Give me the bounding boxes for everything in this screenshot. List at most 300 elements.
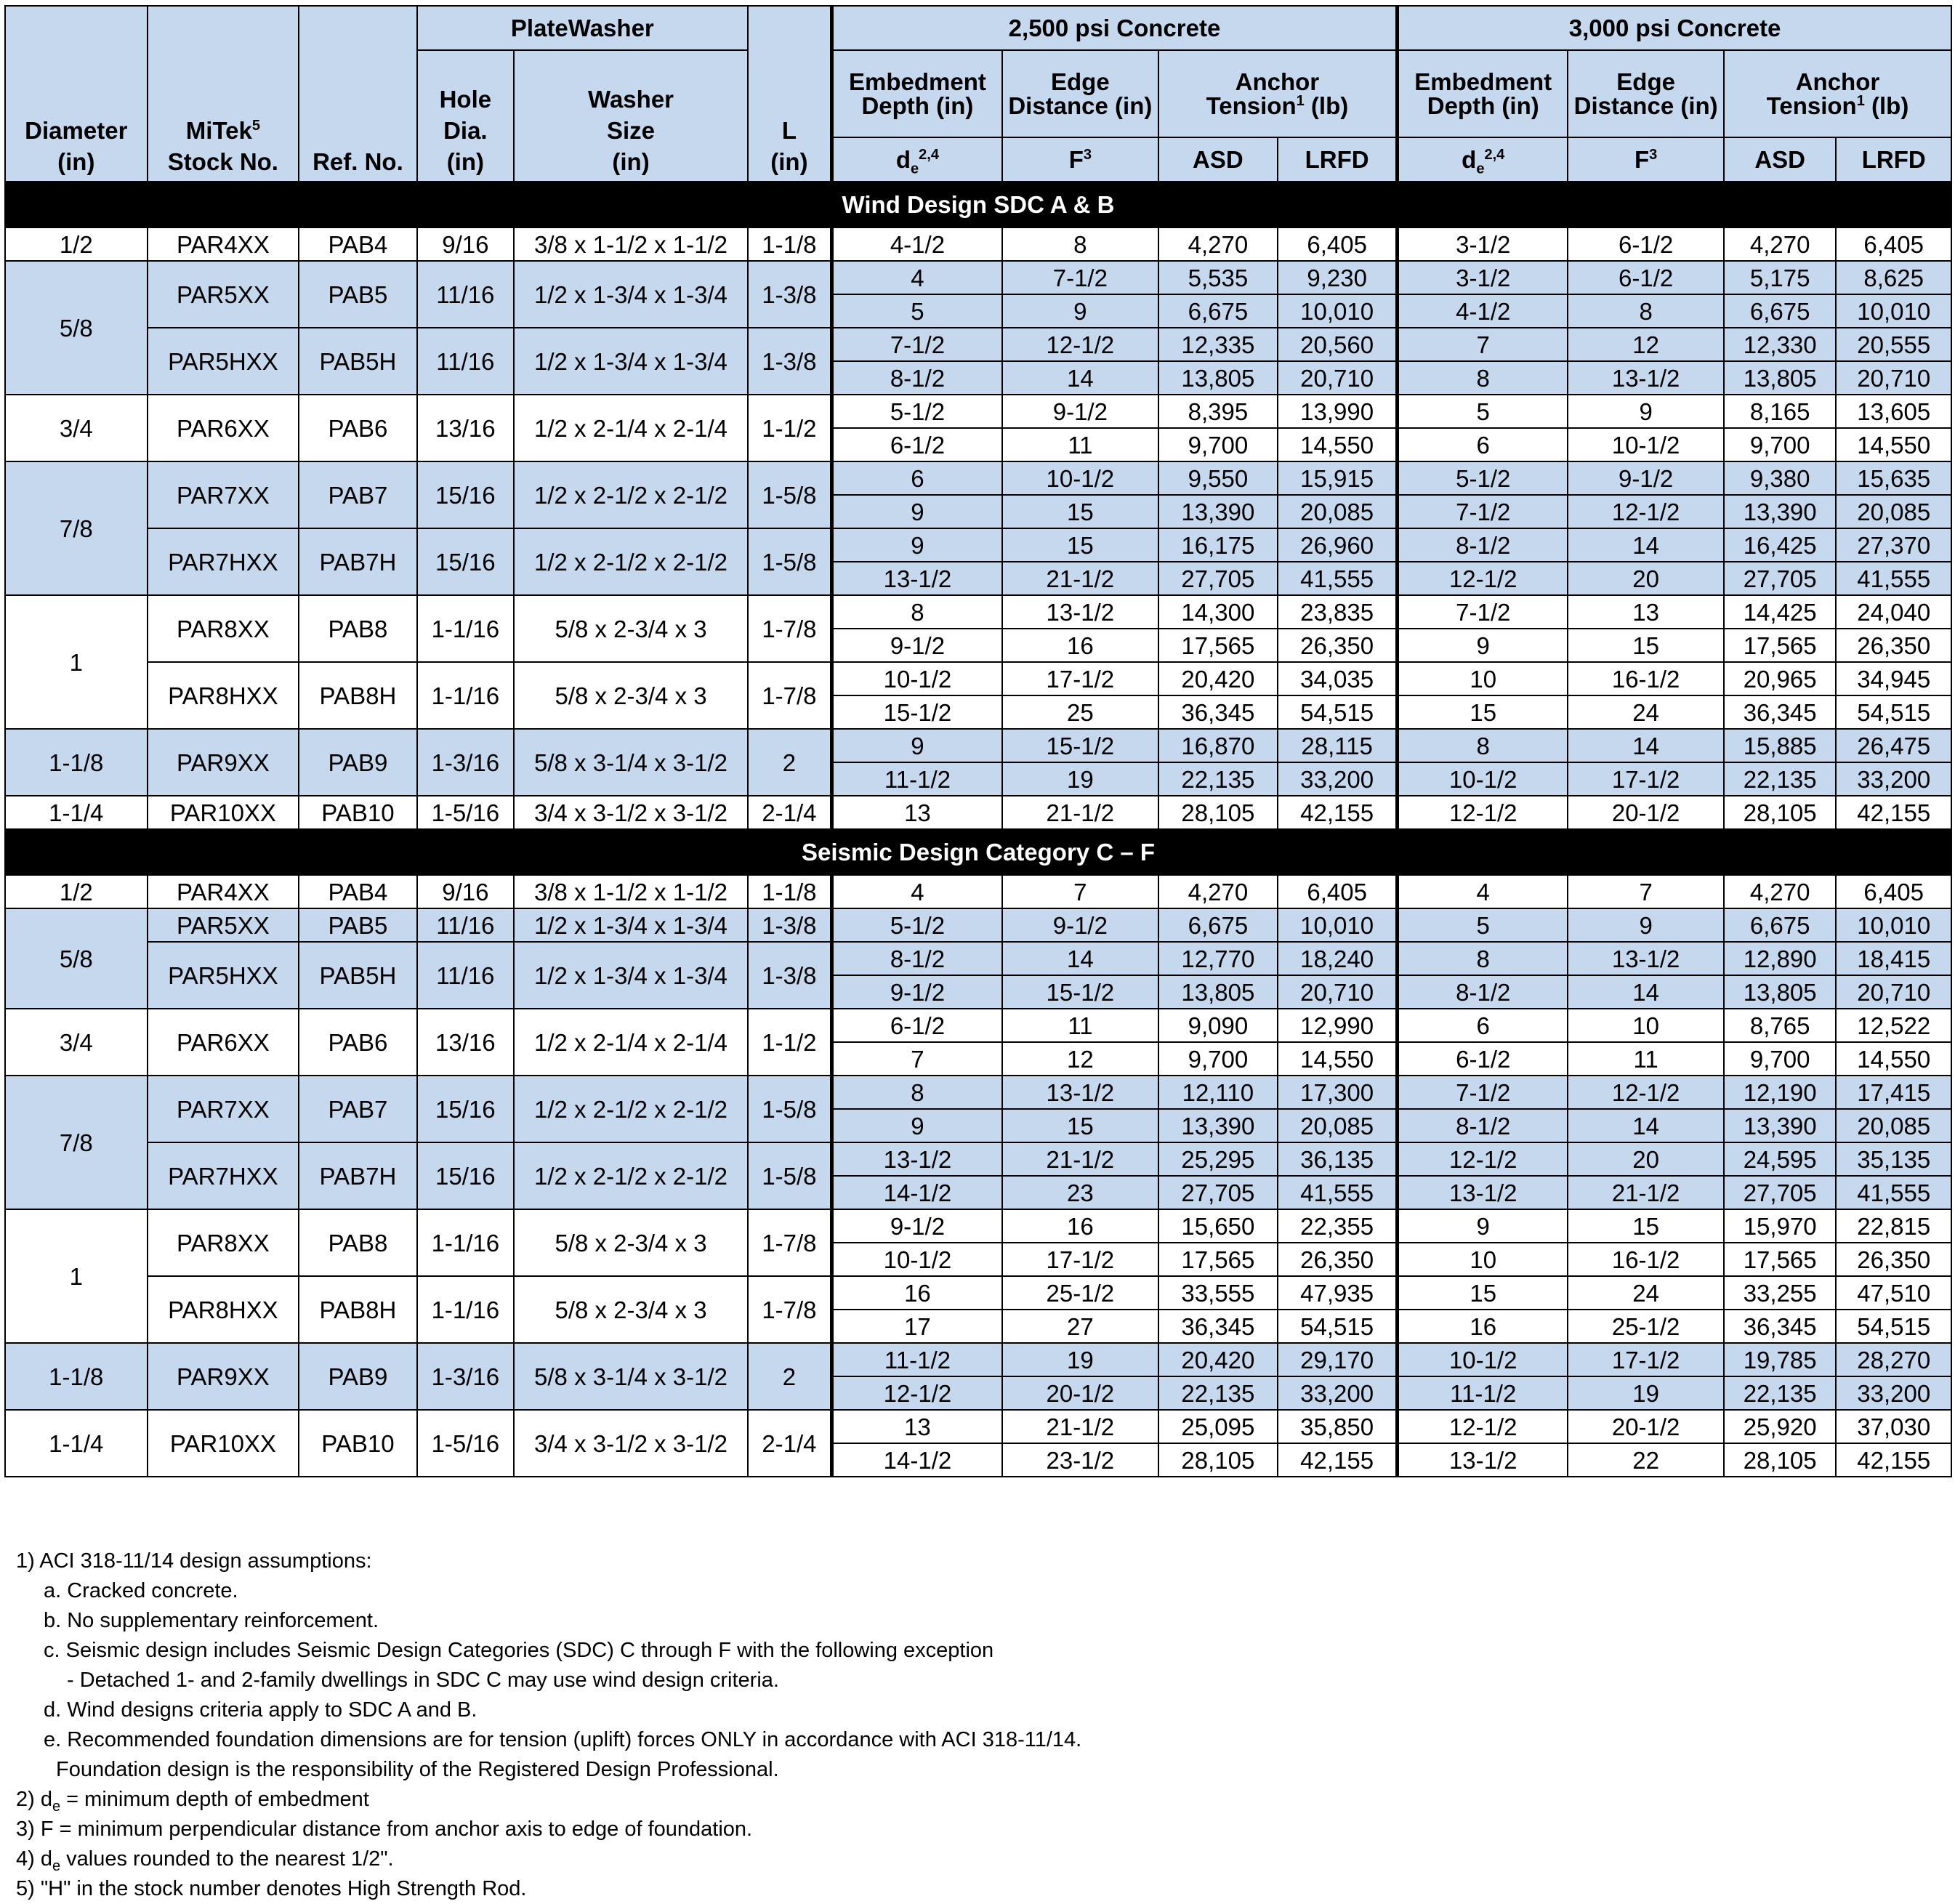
de-3000-cell: 10-1/2 [1398, 762, 1568, 796]
lrfd-3000-cell: 42,155 [1836, 1443, 1951, 1477]
asd-3000-cell: 4,270 [1724, 227, 1836, 261]
length-cell: 1-1/2 [748, 395, 831, 461]
de-2500-cell: 15-1/2 [831, 695, 1002, 729]
length-cell: 1-3/8 [748, 908, 831, 942]
asd-2500-cell: 28,105 [1158, 1443, 1278, 1477]
asd-3000-cell: 15,885 [1724, 729, 1836, 762]
de-2500-cell: 9-1/2 [831, 629, 1002, 662]
de-2500-cell: 4-1/2 [831, 227, 1002, 261]
hole-dia-cell: 11/16 [417, 908, 514, 942]
f-2500-cell: 10-1/2 [1002, 461, 1158, 495]
f-2500-cell: 12 [1002, 1042, 1158, 1076]
asd-3000-cell: 12,890 [1724, 942, 1836, 975]
lrfd-2500-cell: 28,115 [1278, 729, 1398, 762]
de-2500-cell: 13-1/2 [831, 562, 1002, 595]
de-3000-cell: 4 [1398, 875, 1568, 908]
table-row [5, 328, 1951, 361]
hole-dia-cell: 1-5/16 [417, 1410, 514, 1477]
lrfd-2500-cell: 23,835 [1278, 595, 1398, 629]
f-3000-cell: 20 [1568, 562, 1724, 595]
lrfd-2500-cell: 54,515 [1278, 1310, 1398, 1343]
f-3000-cell: 20 [1568, 1142, 1724, 1176]
length-cell: 1-7/8 [748, 595, 831, 662]
note-1e: e. Recommended foundation dimensions are for tension (uplift) forces ONLY in accordance with ACI 318-11/14. [44, 1728, 1082, 1751]
f-2500-cell: 17-1/2 [1002, 662, 1158, 695]
asd-3000-cell: 4,270 [1724, 875, 1836, 908]
diameter-cell: 1 [5, 1209, 148, 1343]
de-3000-cell: 3-1/2 [1398, 227, 1568, 261]
washer-size-cell: 5/8 x 3-1/4 x 3-1/2 [514, 1343, 748, 1410]
diameter-cell: 3/4 [5, 1009, 148, 1076]
f-2500-cell: 7-1/2 [1002, 261, 1158, 294]
f-2500-cell: 27 [1002, 1310, 1158, 1343]
asd-2500-cell: 6,675 [1158, 908, 1278, 942]
note-1c-exception: - Detached 1- and 2-family dwellings in SDC C may use wind design criteria. [67, 1669, 779, 1692]
ref-no-cell: PAB8H [299, 662, 416, 729]
washer-size-cell: 5/8 x 2-3/4 x 3 [514, 1276, 748, 1343]
f-2500-cell: 19 [1002, 1343, 1158, 1376]
f-2500-cell: 25-1/2 [1002, 1276, 1158, 1310]
lrfd-2500-cell: 41,555 [1278, 562, 1398, 595]
f-3000-cell: 20-1/2 [1568, 1410, 1724, 1443]
f-header-3000: $F^3$ [1568, 137, 1724, 182]
washer-size-cell: 1/2 x 2-1/2 x 2-1/2 [514, 528, 748, 595]
asd-2500-cell: 27,705 [1158, 562, 1278, 595]
f-2500-cell: 13-1/2 [1002, 595, 1158, 629]
de-3000-cell: 13-1/2 [1398, 1443, 1568, 1477]
ref-no-cell: PAB7H [299, 528, 416, 595]
note-5: 5) "H" in the stock number denotes High Strength Rod. [16, 1877, 527, 1900]
ref-no-cell: PAB8H [299, 1276, 416, 1343]
asd-2500-cell: 12,335 [1158, 328, 1278, 361]
hole-dia-cell: 15/16 [417, 1142, 514, 1209]
f-2500-cell: 21-1/2 [1002, 1142, 1158, 1176]
asd-3000-cell: 15,970 [1724, 1209, 1836, 1243]
asd-3000-cell: 19,785 [1724, 1343, 1836, 1376]
lrfd-3000-cell: 35,135 [1836, 1142, 1951, 1176]
table-row [5, 227, 1951, 261]
f-3000-cell: 14 [1568, 1109, 1724, 1142]
asd-3000-cell: 28,105 [1724, 796, 1836, 829]
ref-no-cell: PAB7 [299, 1076, 416, 1142]
length-cell: 1-5/8 [748, 1076, 831, 1142]
f-2500-cell: 11 [1002, 1009, 1158, 1042]
note-4: 4) $d_e$ values rounded to the nearest 1/2". [16, 1847, 394, 1874]
lrfd-2500-cell: 15,915 [1278, 461, 1398, 495]
embedment-header-3000: Embedment Depth (in) [1398, 50, 1568, 137]
asd-3000-cell: 8,165 [1724, 395, 1836, 428]
f-3000-cell: 15 [1568, 629, 1724, 662]
hole-dia-cell: 15/16 [417, 528, 514, 595]
de-2500-cell: 6-1/2 [831, 1009, 1002, 1042]
platewasher-header: PlateWasher [417, 6, 748, 50]
hole-dia-cell: 1-1/16 [417, 1209, 514, 1276]
hole-dia-cell: 1-3/16 [417, 1343, 514, 1410]
asd-2500-cell: 36,345 [1158, 695, 1278, 729]
f-2500-cell: 9-1/2 [1002, 908, 1158, 942]
stock-no-cell: PAR5HXX [148, 942, 299, 1009]
diameter-cell: 7/8 [5, 461, 148, 595]
asd-2500-cell: 17,565 [1158, 629, 1278, 662]
lrfd-3000-cell: 10,010 [1836, 294, 1951, 328]
lrfd-2500-cell: 10,010 [1278, 908, 1398, 942]
de-3000-cell: 8 [1398, 729, 1568, 762]
f-3000-cell: 10 [1568, 1009, 1724, 1042]
asd-2500-cell: 33,555 [1158, 1276, 1278, 1310]
asd-3000-cell: 17,565 [1724, 629, 1836, 662]
asd-3000-cell: 5,175 [1724, 261, 1836, 294]
length-cell: 1-3/8 [748, 942, 831, 1009]
f-3000-cell: 13-1/2 [1568, 361, 1724, 395]
ref-no-cell: PAB10 [299, 796, 416, 829]
section-title: Wind Design SDC A & B [5, 182, 1951, 227]
washer-size-cell: 1/2 x 1-3/4 x 1-3/4 [514, 942, 748, 1009]
f-3000-cell: 6-1/2 [1568, 261, 1724, 294]
ref-no-cell: PAB8 [299, 1209, 416, 1276]
asd-3000-cell: 36,345 [1724, 1310, 1836, 1343]
table-row [5, 729, 1951, 762]
f-3000-cell: 9 [1568, 395, 1724, 428]
diameter-cell: 1-1/8 [5, 1343, 148, 1410]
de-3000-cell: 6-1/2 [1398, 1042, 1568, 1076]
table-row [5, 875, 1951, 908]
f-2500-cell: 16 [1002, 629, 1158, 662]
lrfd-2500-cell: 22,355 [1278, 1209, 1398, 1243]
asd-3000-cell: 24,595 [1724, 1142, 1836, 1176]
note-1a: a. Cracked concrete. [44, 1579, 238, 1602]
col-ref-header: Ref. No. [299, 6, 416, 182]
lrfd-2500-cell: 36,135 [1278, 1142, 1398, 1176]
table-row [5, 942, 1951, 975]
de-3000-cell: 16 [1398, 1310, 1568, 1343]
table-row [5, 1276, 1951, 1310]
diameter-cell: 1/2 [5, 875, 148, 908]
length-cell: 2 [748, 729, 831, 796]
asd-3000-cell: 28,105 [1724, 1443, 1836, 1477]
length-cell: 1-1/2 [748, 1009, 831, 1076]
lrfd-3000-cell: 15,635 [1836, 461, 1951, 495]
de-3000-cell: 4-1/2 [1398, 294, 1568, 328]
asd-2500-cell: 22,135 [1158, 762, 1278, 796]
de-3000-cell: 7-1/2 [1398, 495, 1568, 528]
lrfd-3000-cell: 24,040 [1836, 595, 1951, 629]
asd-3000-cell: 13,805 [1724, 361, 1836, 395]
de-2500-cell: 10-1/2 [831, 1243, 1002, 1276]
de-2500-cell: 8-1/2 [831, 361, 1002, 395]
f-2500-cell: 7 [1002, 875, 1158, 908]
asd-2500-cell: 20,420 [1158, 1343, 1278, 1376]
f-3000-cell: 6-1/2 [1568, 227, 1724, 261]
length-cell: 2-1/4 [748, 1410, 831, 1477]
lrfd-3000-cell: 33,200 [1836, 762, 1951, 796]
asd-3000-cell: 16,425 [1724, 528, 1836, 562]
hole-dia-cell: 1-3/16 [417, 729, 514, 796]
lrfd-2500-cell: 26,350 [1278, 1243, 1398, 1276]
lrfd-3000-cell: 33,200 [1836, 1376, 1951, 1410]
de-2500-cell: 13-1/2 [831, 1142, 1002, 1176]
washer-size-cell: 1/2 x 2-1/2 x 2-1/2 [514, 461, 748, 528]
washer-size-cell: 5/8 x 2-3/4 x 3 [514, 662, 748, 729]
hole-dia-cell: 9/16 [417, 227, 514, 261]
f-3000-cell: 15 [1568, 1209, 1724, 1243]
de-3000-cell: 12-1/2 [1398, 1142, 1568, 1176]
lrfd-header-3000: LRFD [1836, 137, 1951, 182]
f-3000-cell: 14 [1568, 729, 1724, 762]
f-3000-cell: 13 [1568, 595, 1724, 629]
ref-no-cell: PAB7H [299, 1142, 416, 1209]
de-2500-cell: 14-1/2 [831, 1443, 1002, 1477]
f-2500-cell: 20-1/2 [1002, 1376, 1158, 1410]
asd-2500-cell: 9,700 [1158, 1042, 1278, 1076]
asd-2500-cell: 5,535 [1158, 261, 1278, 294]
diameter-cell: 1-1/8 [5, 729, 148, 796]
length-cell: 2-1/4 [748, 796, 831, 829]
table-row [5, 1343, 1951, 1376]
asd-3000-cell: 25,920 [1724, 1410, 1836, 1443]
lrfd-3000-cell: 18,415 [1836, 942, 1951, 975]
diameter-cell: 1-1/4 [5, 796, 148, 829]
ref-no-cell: PAB4 [299, 875, 416, 908]
washer-size-cell: 3/4 x 3-1/2 x 3-1/2 [514, 796, 748, 829]
de-3000-cell: 7 [1398, 328, 1568, 361]
diameter-cell: 7/8 [5, 1076, 148, 1209]
table-row [5, 662, 1951, 695]
lrfd-2500-cell: 26,350 [1278, 629, 1398, 662]
asd-3000-cell: 13,805 [1724, 975, 1836, 1009]
de-3000-cell: 8 [1398, 361, 1568, 395]
note-1d: d. Wind designs criteria apply to SDC A and B. [44, 1698, 477, 1722]
diameter-cell: 3/4 [5, 395, 148, 461]
col-l-header: L (in) [748, 6, 831, 182]
lrfd-3000-cell: 14,550 [1836, 1042, 1951, 1076]
f-2500-cell: 15 [1002, 495, 1158, 528]
lrfd-3000-cell: 20,085 [1836, 1109, 1951, 1142]
stock-no-cell: PAR5XX [148, 908, 299, 942]
diameter-cell: 1/2 [5, 227, 148, 261]
washer-size-cell: 1/2 x 1-3/4 x 1-3/4 [514, 908, 748, 942]
lrfd-3000-cell: 37,030 [1836, 1410, 1951, 1443]
f-3000-cell: 24 [1568, 1276, 1724, 1310]
asd-3000-cell: 9,700 [1724, 1042, 1836, 1076]
f-3000-cell: 17-1/2 [1568, 762, 1724, 796]
de-2500-cell: 13 [831, 1410, 1002, 1443]
lrfd-3000-cell: 13,605 [1836, 395, 1951, 428]
hole-dia-cell: 15/16 [417, 1076, 514, 1142]
de-3000-cell: 6 [1398, 1009, 1568, 1042]
de-2500-cell: 7-1/2 [831, 328, 1002, 361]
asd-2500-cell: 8,395 [1158, 395, 1278, 428]
hole-dia-cell: 1-1/16 [417, 1276, 514, 1343]
ref-no-cell: PAB10 [299, 1410, 416, 1477]
lrfd-3000-cell: 26,350 [1836, 629, 1951, 662]
de-3000-cell: 5 [1398, 908, 1568, 942]
ref-no-cell: PAB6 [299, 1009, 416, 1076]
asd-3000-cell: 27,705 [1724, 1176, 1836, 1209]
edge-header-3000: Edge Distance (in) [1568, 50, 1724, 137]
de-2500-cell: 6-1/2 [831, 428, 1002, 461]
f-2500-cell: 14 [1002, 361, 1158, 395]
lrfd-3000-cell: 34,945 [1836, 662, 1951, 695]
stock-no-cell: PAR7XX [148, 1076, 299, 1142]
table-row [5, 1410, 1951, 1443]
lrfd-3000-cell: 41,555 [1836, 1176, 1951, 1209]
length-cell: 1-5/8 [748, 1142, 831, 1209]
lrfd-2500-cell: 12,990 [1278, 1009, 1398, 1042]
f-3000-cell: 10-1/2 [1568, 428, 1724, 461]
stock-no-cell: PAR9XX [148, 729, 299, 796]
asd-2500-cell: 4,270 [1158, 227, 1278, 261]
lrfd-2500-cell: 18,240 [1278, 942, 1398, 975]
section-title: Seismic Design Category C – F [5, 829, 1951, 875]
de-3000-cell: 12-1/2 [1398, 1410, 1568, 1443]
de-3000-cell: 10 [1398, 662, 1568, 695]
de-3000-cell: 10 [1398, 1243, 1568, 1276]
lrfd-2500-cell: 29,170 [1278, 1343, 1398, 1376]
de-2500-cell: 12-1/2 [831, 1376, 1002, 1410]
de-2500-cell: 10-1/2 [831, 662, 1002, 695]
asd-2500-cell: 13,805 [1158, 975, 1278, 1009]
asd-2500-cell: 16,870 [1158, 729, 1278, 762]
lrfd-2500-cell: 47,935 [1278, 1276, 1398, 1310]
de-2500-cell: 9-1/2 [831, 975, 1002, 1009]
asd-2500-cell: 13,805 [1158, 361, 1278, 395]
lrfd-2500-cell: 20,710 [1278, 361, 1398, 395]
lrfd-2500-cell: 13,990 [1278, 395, 1398, 428]
f-2500-cell: 9 [1002, 294, 1158, 328]
f-3000-cell: 20-1/2 [1568, 796, 1724, 829]
asd-3000-cell: 27,705 [1724, 562, 1836, 595]
de-2500-cell: 5-1/2 [831, 395, 1002, 428]
ref-no-cell: PAB5H [299, 942, 416, 1009]
ref-no-cell: PAB8 [299, 595, 416, 662]
de-3000-cell: 6 [1398, 428, 1568, 461]
asd-3000-cell: 36,345 [1724, 695, 1836, 729]
note-1e-continued: Foundation design is the responsibility of the Registered Design Professional. [56, 1758, 779, 1781]
f-3000-cell: 11 [1568, 1042, 1724, 1076]
asd-2500-cell: 9,550 [1158, 461, 1278, 495]
de-3000-cell: 8-1/2 [1398, 975, 1568, 1009]
ref-no-cell: PAB5 [299, 261, 416, 328]
asd-3000-cell: 17,565 [1724, 1243, 1836, 1276]
f-2500-cell: 13-1/2 [1002, 1076, 1158, 1109]
f-2500-cell: 25 [1002, 695, 1158, 729]
lrfd-3000-cell: 14,550 [1836, 428, 1951, 461]
lrfd-2500-cell: 26,960 [1278, 528, 1398, 562]
lrfd-2500-cell: 42,155 [1278, 1443, 1398, 1477]
de-3000-cell: 13-1/2 [1398, 1176, 1568, 1209]
lrfd-3000-cell: 28,270 [1836, 1343, 1951, 1376]
lrfd-3000-cell: 41,555 [1836, 562, 1951, 595]
asd-2500-cell: 15,650 [1158, 1209, 1278, 1243]
f-2500-cell: 21-1/2 [1002, 1410, 1158, 1443]
de-3000-cell: 12-1/2 [1398, 796, 1568, 829]
washer-size-cell: 1/2 x 2-1/4 x 2-1/4 [514, 395, 748, 461]
section-header-row [5, 182, 1951, 227]
f-2500-cell: 11 [1002, 428, 1158, 461]
de-2500-cell: 5 [831, 294, 1002, 328]
stock-no-cell: PAR9XX [148, 1343, 299, 1410]
ref-no-cell: PAB5H [299, 328, 416, 395]
de-2500-cell: 9-1/2 [831, 1209, 1002, 1243]
length-cell: 1-1/8 [748, 875, 831, 908]
lrfd-3000-cell: 26,350 [1836, 1243, 1951, 1276]
hole-dia-cell: 13/16 [417, 395, 514, 461]
lrfd-3000-cell: 42,155 [1836, 796, 1951, 829]
asd-2500-cell: 13,390 [1158, 495, 1278, 528]
stock-no-cell: PAR8HXX [148, 662, 299, 729]
asd-2500-cell: 14,300 [1158, 595, 1278, 629]
washer-size-cell: 1/2 x 1-3/4 x 1-3/4 [514, 328, 748, 395]
de-2500-cell: 9 [831, 1109, 1002, 1142]
de-3000-cell: 15 [1398, 1276, 1568, 1310]
concrete-3000-header: 3,000 psi Concrete [1398, 6, 1951, 50]
f-2500-cell: 19 [1002, 762, 1158, 796]
hole-dia-cell: 1-1/16 [417, 595, 514, 662]
col-washer-header: Washer Size (in) [514, 50, 748, 182]
asd-2500-cell: 9,700 [1158, 428, 1278, 461]
asd-2500-cell: 20,420 [1158, 662, 1278, 695]
washer-size-cell: 1/2 x 2-1/2 x 2-1/2 [514, 1142, 748, 1209]
f-3000-cell: 21-1/2 [1568, 1176, 1724, 1209]
hole-dia-cell: 11/16 [417, 328, 514, 395]
f-3000-cell: 9-1/2 [1568, 461, 1724, 495]
de-3000-cell: 7-1/2 [1398, 1076, 1568, 1109]
lrfd-2500-cell: 6,405 [1278, 227, 1398, 261]
table-row [5, 461, 1951, 495]
stock-no-cell: PAR6XX [148, 395, 299, 461]
col-diameter-header: Diameter (in) [5, 6, 148, 182]
asd-3000-cell: 14,425 [1724, 595, 1836, 629]
lrfd-2500-cell: 20,710 [1278, 975, 1398, 1009]
hole-dia-cell: 15/16 [417, 461, 514, 528]
f-2500-cell: 23 [1002, 1176, 1158, 1209]
f-3000-cell: 14 [1568, 975, 1724, 1009]
lrfd-3000-cell: 20,710 [1836, 975, 1951, 1009]
anchor-header-3000: Anchor Tension$^1$ (lb) [1724, 50, 1951, 137]
table-row [5, 1076, 1951, 1109]
de-3000-cell: 8 [1398, 942, 1568, 975]
de-2500-cell: 14-1/2 [831, 1176, 1002, 1209]
de-3000-cell: 15 [1398, 695, 1568, 729]
hole-dia-cell: 13/16 [417, 1009, 514, 1076]
f-3000-cell: 12 [1568, 328, 1724, 361]
stock-no-cell: PAR5HXX [148, 328, 299, 395]
de-3000-cell: 5 [1398, 395, 1568, 428]
asd-2500-cell: 36,345 [1158, 1310, 1278, 1343]
stock-no-cell: PAR10XX [148, 1410, 299, 1477]
de-header-2500: $d_e^{2,4}$ [831, 137, 1002, 182]
lrfd-3000-cell: 20,710 [1836, 361, 1951, 395]
f-3000-cell: 12-1/2 [1568, 1076, 1724, 1109]
asd-3000-cell: 9,700 [1724, 428, 1836, 461]
de-header-3000: $d_e^{2,4}$ [1398, 137, 1568, 182]
asd-2500-cell: 28,105 [1158, 796, 1278, 829]
washer-size-cell: 3/8 x 1-1/2 x 1-1/2 [514, 227, 748, 261]
note-1: 1) ACI 318-11/14 design assumptions: [16, 1549, 372, 1573]
de-3000-cell: 9 [1398, 1209, 1568, 1243]
de-2500-cell: 4 [831, 875, 1002, 908]
lrfd-2500-cell: 14,550 [1278, 1042, 1398, 1076]
lrfd-3000-cell: 22,815 [1836, 1209, 1951, 1243]
asd-2500-cell: 25,095 [1158, 1410, 1278, 1443]
washer-size-cell: 1/2 x 2-1/4 x 2-1/4 [514, 1009, 748, 1076]
col-stock-header: MiTek$^5$ Stock No. [148, 6, 299, 182]
asd-3000-cell: 12,330 [1724, 328, 1836, 361]
asd-2500-cell: 12,770 [1158, 942, 1278, 975]
f-2500-cell: 17-1/2 [1002, 1243, 1158, 1276]
lrfd-3000-cell: 20,555 [1836, 328, 1951, 361]
asd-3000-cell: 8,765 [1724, 1009, 1836, 1042]
